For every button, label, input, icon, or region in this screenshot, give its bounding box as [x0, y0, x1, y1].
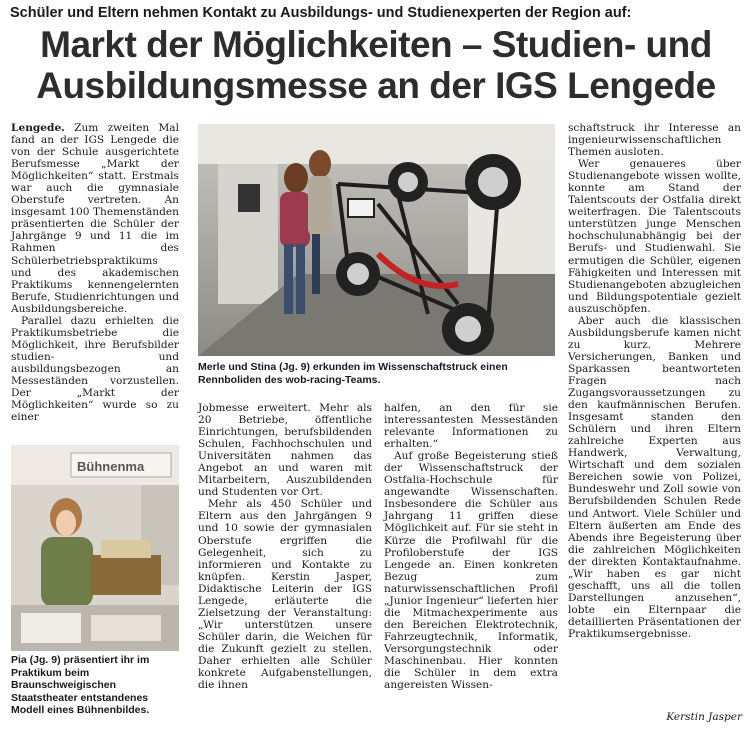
paragraph: schaftstruck ihr Interesse an ingenieurwissenschaftlichen Themen ausloten. — [568, 122, 741, 159]
paragraph-text: Zum zweiten Mal fand an der IGS Lengede die von der Schule ausgerichtete Berufsmesse „Markt der Möglichkeiten“ statt. Erstmals war auch die gymnasiale Oberstufe vertreten. An insgesamt 100 Themenständen präsentierten die Schüler der Jahrgänge 9 und 11 die im Rahmen des Schülerbetriebspraktikums und des akademischen Praktikums kennengelernten Berufe, Studienrichtungen und Ausbildungsbereiche. — [11, 122, 179, 315]
photo-sign-text: Bühnenma — [77, 459, 145, 474]
photo-caption-small: Pia (Jg. 9) präsentiert ihr im Praktikum beim Braunschweigischen Staatstheater entstandenes Modell eines Bühnenbildes. — [11, 654, 150, 716]
photo-racing-car — [198, 124, 555, 356]
photo-stage-model — [11, 445, 179, 651]
paragraph: Auf große Begeisterung stieß der Wissenschaftstruck der Ostfalia-Hochschule für angewandte Wissenschaften. Insbesondere die Schüler aus Jahrgang 11 griffen diese Möglichkeit auf. Für sie steht in Kürze die Profilwahl für die Profiloberstufe der IGS Lengede an. Einen konkreten Bezug zum naturwissenschaftlichen Profil „Junior Ingenieur“ lieferten hier die Mitmachexperimente aus den Bereichen Elektrotechnik, Fahrzeugtechnik, Informatik, Versorgungstechnik oder Maschinenbau. Hier konnten die Schüler in dem extra angereisten Wissen- — [384, 450, 558, 692]
paragraph — [11, 122, 179, 315]
paragraph: Wer genaueres über Studienangebote wissen wollte, konnte am Stand der Talentscouts der Ostfalia direkt weiterfragen. Die Talentscouts unterstützen junge Menschen hochschulunabhängig bei der Berufs- und Studienwahl. Sie ermutigen die Schüler, eigenen Fähigkeiten und Interessen mit Studienangeboten abzugleichen und Bildungspotentiale gezielt auszuschöpfen. — [568, 158, 741, 315]
paragraph: halfen, an den für sie interessantesten Messeständen relevante Informationen zu erhalten.“ — [384, 402, 558, 451]
article-column-2 — [198, 402, 372, 691]
racing-car-illustration — [198, 124, 555, 356]
article-kicker: Schüler und Eltern nehmen Kontakt zu Ausbildungs- und Studienexperten der Region auf: — [10, 5, 632, 21]
article-column-3 — [384, 402, 558, 691]
dateline: Lengede. — [11, 122, 65, 134]
article-column-4 — [568, 122, 741, 640]
article-headline — [8, 24, 744, 106]
paragraph: Jobmesse erweitert. Mehr als 20 Betriebe, öffentliche Einrichtungen, berufsbildenden Schulen, Fachhochschulen und Universitäten nahmen das Angebot an und waren mit Mitarbeitern, Auszubildenden und Studenten vor Ort. — [198, 402, 372, 499]
paragraph: Aber auch die klassischen Ausbildungsberufe kamen nicht zu kurz. Mehrere Versicherungen, Banken und Sparkassen beantworteten Fragen nach Zugangsvoraussetzungen zu den kaufmännischen Berufen. Insgesamt standen den Schülern und ihren Eltern zahlreiche Experten aus Handwerk, Verwaltung, Wirtschaft und dem sozialen Bereichen sowie von Polizei, Bundeswehr und Zoll sowie von Berufsbildenden Schulen Rede und Antwort. Viele Schüler und Eltern äußerten am Ende des Abends ihre Begeisterung über die zahlreichen Möglichkeiten der direkten Kontaktaufnahme. „Wir haben es gar nicht geschafft, uns all die tollen Darstellungen anzusehen“, lobte ein Elternpaar die detaillierten Präsentationen der Praktikumsergebnisse. — [568, 314, 741, 640]
paragraph: Mehr als 450 Schüler und Eltern aus den Jahrgängen 9 und 10 sowie der gymnasialen Oberstufe ergriffen die Gelegenheit, sich zu informieren und Kontakte zu knüpfen. Kerstin Jasper, Didaktische Leiterin der IGS Lengede, erläuterte die Zielsetzung der Veranstaltung: „Wir unterstützen unsere Schüler darin, die Weichen für die Zukunft gezielt zu stellen. Daher erhielten alle Schüler konkrete Aufgabenstellungen, die ihnen — [198, 498, 372, 692]
author-byline: Kerstin Jasper — [666, 711, 742, 723]
stage-model-illustration — [11, 445, 179, 651]
photo-caption-main: Merle und Stina (Jg. 9) erkunden im Wissenschaftstruck einen Rennboliden des wob-racing-Teams. — [198, 361, 508, 386]
headline-line-1: Markt der Möglichkeiten – Studien- und — [40, 24, 712, 65]
article-column-1 — [11, 122, 179, 423]
headline-line-2: Ausbildungsmesse an der IGS Lengede — [36, 65, 716, 106]
paragraph: Parallel dazu erhielten die Praktikumsbetriebe die Möglichkeit, ihre Berufsbilder studien- und ausbildungsbezogen an Messeständen vorzustellen. Der „Markt der Möglichkeiten“ wurde so zu einer — [11, 314, 179, 424]
